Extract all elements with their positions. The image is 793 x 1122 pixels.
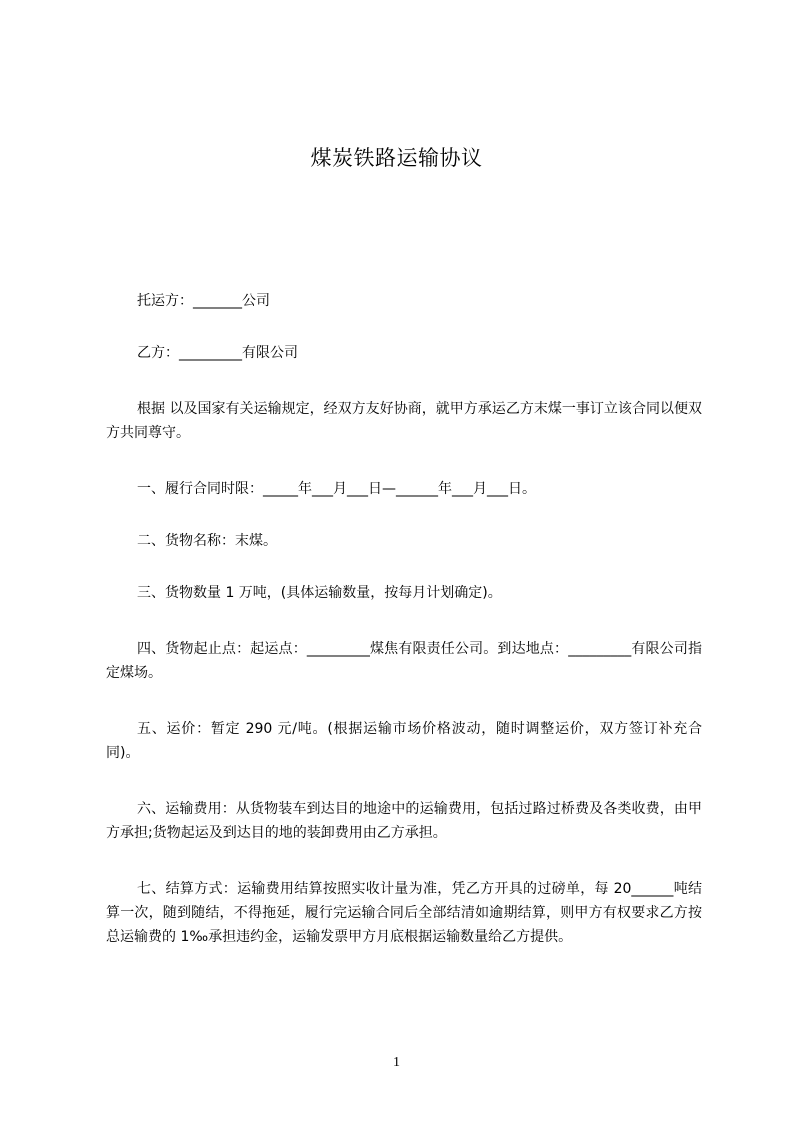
page-number: 1 bbox=[393, 1055, 400, 1070]
party-a-line: 托运方：_______公司 bbox=[137, 293, 270, 309]
preamble-paragraph: 根据 以及国家有关运输规定，经双方友好协商，就甲方承运乙方末煤一事订立该合同以便双方共同尊守。 bbox=[106, 401, 702, 441]
clause-5-price: 五、运价：暂定 290 元/吨。(根据运输市场价格波动，随时调整运价，双方签订补充合同)。 bbox=[106, 721, 702, 761]
clause-4-route: 四、货物起止点：起运点：_________煤焦有限责任公司。到达地点：_________有限公司指定煤场。 bbox=[106, 641, 702, 681]
clause-6-costs: 六、运输费用：从货物装车到达目的地途中的运输费用，包括过路过桥费及各类收费，由甲方承担;货物起运及到达目的地的装卸费用由乙方承担。 bbox=[106, 801, 702, 841]
party-b-line: 乙方：_________有限公司 bbox=[137, 345, 298, 361]
clause-3-quantity: 三、货物数量 1 万吨，(具体运输数量，按每月计划确定)。 bbox=[137, 585, 502, 601]
clause-7-settlement: 七、结算方式：运输费用结算按照实收计量为准，凭乙方开具的过磅单，每 20______吨结算一次，随到随结，不得拖延，履行完运输合同后全部结清如逾期结算，则甲方有权要求乙方按总运输费的 1‰承担违约金，运输发票甲方月底根据运输数量给乙方提供。 bbox=[106, 881, 702, 945]
clause-1-term: 一、履行合同时限：_____年___月___日—______年___月___日。 bbox=[137, 481, 536, 497]
clause-2-goods-name: 二、货物名称：末煤。 bbox=[137, 533, 277, 549]
document-title: 煤炭铁路运输协议 bbox=[310, 146, 483, 170]
